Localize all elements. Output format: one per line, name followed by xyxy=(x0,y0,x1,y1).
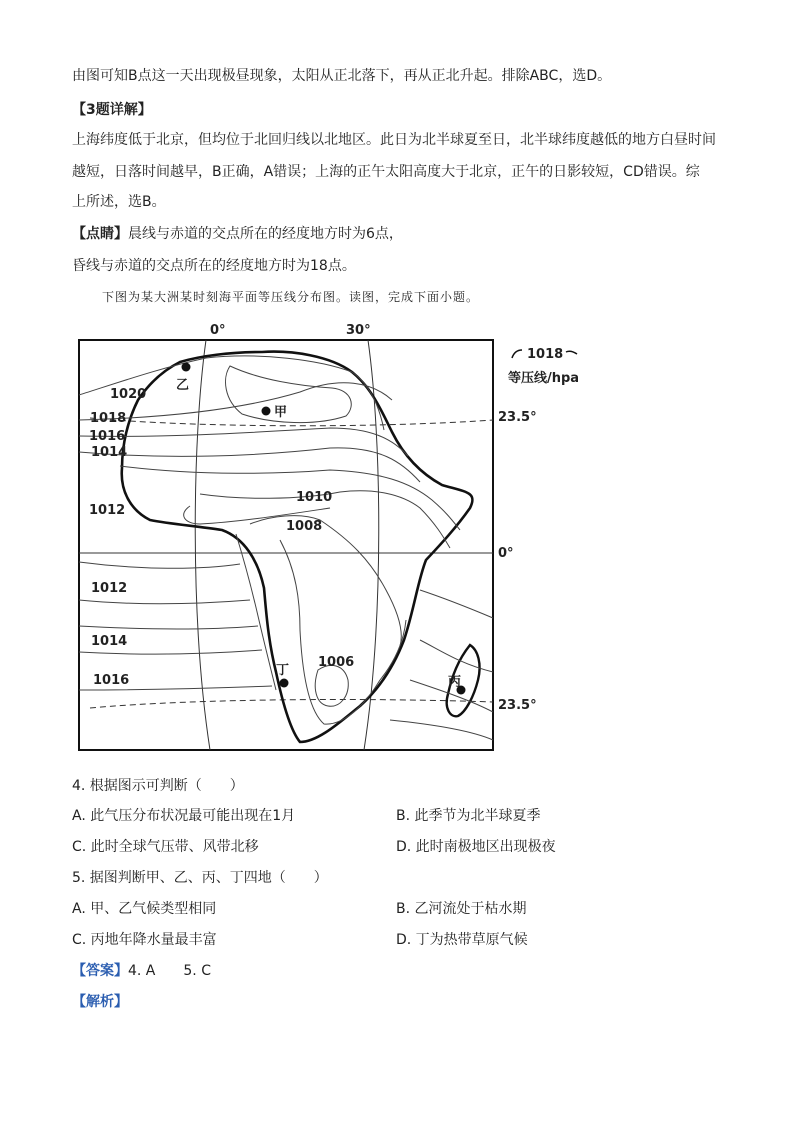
isobar-label-1006: 1006 xyxy=(318,655,355,670)
q3-detail-line-1: 上海纬度低于北京，但均位于北回归线以北地区。此日为北半球夏至日，北半球纬度越低的地方白昼时间 xyxy=(72,132,716,148)
isobar-east-3 xyxy=(390,720,493,740)
isobar-1016 xyxy=(79,428,408,456)
q4-option-b: B. 此季节为北半球夏季 xyxy=(396,808,541,824)
isobar-label-1016: 1016 xyxy=(89,429,126,444)
q4-option-d: D. 此时南极地区出现极夜 xyxy=(396,839,556,855)
legend-line-left xyxy=(512,350,522,358)
isobar-label-1018: 1018 xyxy=(90,411,127,426)
q5-option-d: D. 丁为热带草原气候 xyxy=(396,932,528,948)
legend-line-right xyxy=(566,351,577,354)
isobar-1014-south-a xyxy=(79,600,250,604)
answer-text: 4. A 5. C xyxy=(128,963,211,979)
isobar-1006 xyxy=(315,665,348,706)
lat-label-equator: 0° xyxy=(498,546,514,561)
legend-title: 等压线/hpa xyxy=(508,371,580,386)
isobar-label-1012-north: 1012 xyxy=(89,503,126,518)
lat-label-south-tropic: 23.5° xyxy=(498,698,537,713)
legend-value: 1018 xyxy=(527,347,564,362)
figure-intro: 下图为某大洲某时刻海平面等压线分布图。读图，完成下面小题。 xyxy=(102,290,480,304)
place-label-ding: 丁 xyxy=(276,663,290,678)
answer-label: 【答案】 xyxy=(72,963,128,979)
q4-option-c: C. 此时全球气压带、风带北移 xyxy=(72,839,259,855)
q5-option-a: A. 甲、乙气候类型相同 xyxy=(72,901,217,917)
lon-label-30: 30° xyxy=(346,323,371,338)
tip-line-2: 昏线与赤道的交点所在的经度地方时为18点。 xyxy=(72,258,356,274)
q3-detail-line-2: 越短，日落时间越早，B正确，A错误；上海的正午太阳高度大于北京，正午的日影较短，CD错误。综 xyxy=(72,164,700,180)
tropic-south-line xyxy=(90,700,493,708)
place-label-yi: 乙 xyxy=(176,378,190,393)
isobar-label-1020: 1020 xyxy=(110,387,147,402)
place-label-bing: 丙 xyxy=(448,675,462,690)
lat-label-north-tropic: 23.5° xyxy=(498,410,537,425)
isobar-label-1014: 1014 xyxy=(91,445,128,460)
isobar-label-1012-south: 1012 xyxy=(91,581,128,596)
analysis-line xyxy=(72,992,128,1012)
isobar-label-1008: 1008 xyxy=(286,519,323,534)
isobar-label-1010: 1010 xyxy=(296,490,333,505)
isobar-1006-outer xyxy=(280,540,406,724)
isobar-closed-high xyxy=(226,366,352,423)
isobar-1012-south xyxy=(79,562,240,568)
point-ding xyxy=(280,679,289,688)
point-jia xyxy=(262,407,271,416)
isobar-1014 xyxy=(79,448,420,482)
isobar-east-4 xyxy=(420,590,493,618)
isobar-1014-south xyxy=(79,626,258,629)
q5-option-c: C. 丙地年降水量最丰富 xyxy=(72,932,217,948)
answer-line xyxy=(72,961,211,981)
lon-label-0: 0° xyxy=(210,323,226,338)
analysis-label: 【解析】 xyxy=(72,994,128,1010)
isobar-1016-south-a xyxy=(79,650,262,654)
isobar-label-1016-south: 1016 xyxy=(93,673,130,688)
place-label-jia: 甲 xyxy=(274,405,288,420)
tip-heading: 【点睛】 xyxy=(72,226,128,242)
isobar-1008-inner xyxy=(236,534,276,690)
q3-detail-heading: 【3题详解】 xyxy=(72,102,152,118)
point-yi xyxy=(182,363,191,372)
q3-detail-line-3: 上所述，选B。 xyxy=(72,194,166,210)
tip-text-1: 晨线与赤道的交点所在的经度地方时为6点， xyxy=(128,226,403,242)
tropic-north-line xyxy=(90,418,493,426)
q4-stem: 4. 根据图示可判断（ ） xyxy=(72,778,244,794)
q4-option-a: A. 此气压分布状况最可能出现在1月 xyxy=(72,808,296,824)
isobar-label-1014-south: 1014 xyxy=(91,634,128,649)
q5-option-b: B. 乙河流处于枯水期 xyxy=(396,901,527,917)
q5-stem: 5. 据图判断甲、乙、丙、丁四地（ ） xyxy=(72,870,328,886)
analysis-paragraph-1: 由图可知B点这一天出现极昼现象，太阳从正北落下，再从正北升起。排除ABC，选D。 xyxy=(72,68,612,84)
